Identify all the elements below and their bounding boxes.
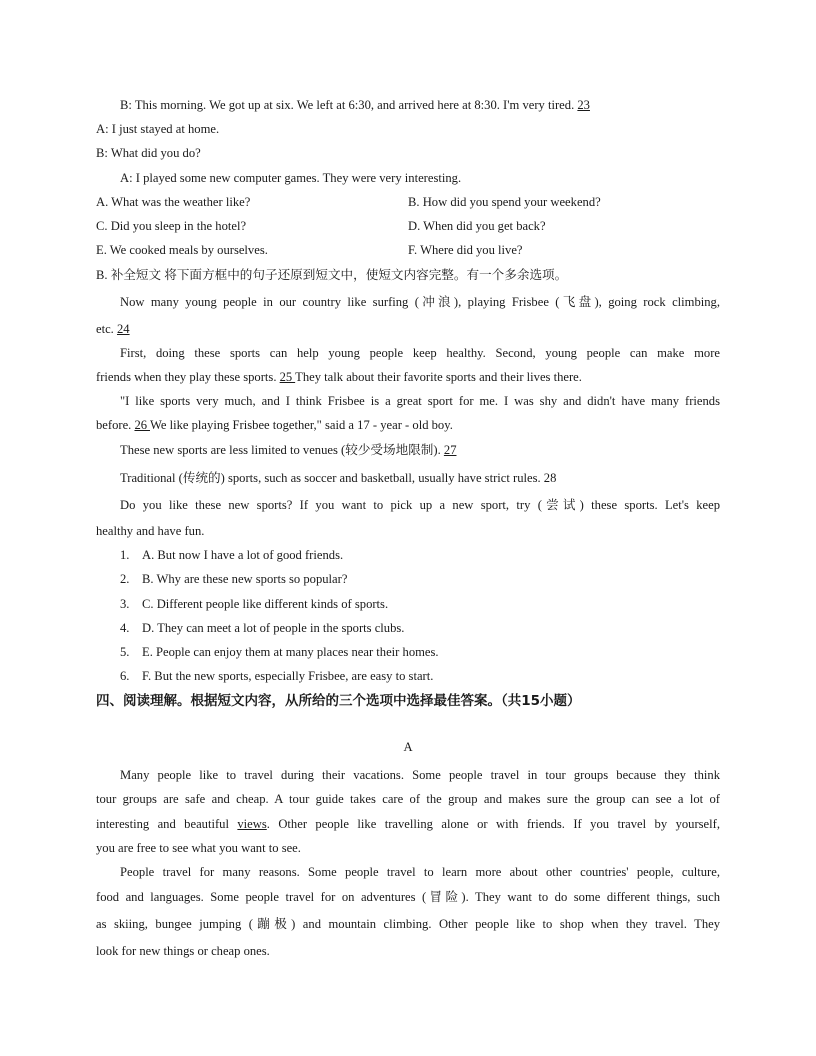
passage-b-p6-line2: healthy and have fun. <box>96 524 205 538</box>
passage-b-p5: Traditional (传统的) sports, such as soccer and basketball, usually have strict rules. 28 <box>120 471 557 485</box>
passage-a-p2-line2: food and languages. Some people travel for on adventures (冒险). They want to do some different things, such <box>96 890 720 904</box>
option-e: E. We cooked meals by ourselves. <box>96 243 268 257</box>
passage-b-p1-line1: Now many young people in our country like surfing (冲浪), playing Frisbee (飞盘), going rock climbing, <box>120 295 720 309</box>
blank-24: 24 <box>116 322 130 336</box>
underlined-word-views: views <box>237 817 267 831</box>
passage-label: A <box>403 740 413 754</box>
passage-b-p1-line2: etc. 24 <box>96 322 130 336</box>
choice-item: 4. D. They can meet a lot of people in the sports clubs. <box>120 621 405 635</box>
passage-b-p2-line1: First, doing these sports can help young people keep healthy. Second, young people can make more <box>120 346 720 360</box>
passage-a-p2-line3: as skiing, bungee jumping (蹦极) and mountain climbing. Other people like to shop when they travel. They <box>96 917 720 931</box>
passage-a-p1-line4: you are free to see what you want to see. <box>96 841 301 855</box>
section-b-instruction: B. 补全短文 将下面方框中的句子还原到短文中，使短文内容完整。有一个多余选项。 <box>96 268 568 282</box>
choice-item: 3. C. Different people like different kinds of sports. <box>120 597 389 611</box>
passage-a-p2-line4: look for new things or cheap ones. <box>96 944 270 958</box>
option-c: C. Did you sleep in the hotel? <box>96 219 247 233</box>
blank-27: 27 <box>443 443 457 457</box>
choice-item: 1. A. But now I have a lot of good friends. <box>120 548 344 562</box>
blank-26: 26 <box>134 418 150 432</box>
passage-b-p6-line1: Do you like these new sports? If you want to pick up a new sport, try (尝试) these sports. Let's keep <box>120 498 720 512</box>
choice-item: 2. B. Why are these new sports so popular? <box>120 572 348 586</box>
blank-23: 23 <box>577 98 590 112</box>
blank-25: 25 <box>279 370 296 384</box>
passage-b-p3-line1: "I like sports very much, and I think Frisbee is a great sport for me. I was shy and didn't have many friends <box>120 394 720 408</box>
option-b: B. How did you spend your weekend? <box>408 195 601 209</box>
passage-b-p4: These new sports are less limited to venues (较少受场地限制). 27 <box>120 443 457 457</box>
dialogue-line-a1: A: I just stayed at home. <box>96 122 220 136</box>
choice-item: 5. E. People can enjoy them at many places near their homes. <box>120 645 439 659</box>
passage-a-p1-line1: Many people like to travel during their vacations. Some people travel in tour groups because they think <box>120 768 720 782</box>
passage-a-p1-line2: tour groups are safe and cheap. A tour guide takes care of the group and makes sure the group can see a lot of <box>96 792 720 806</box>
passage-b-p3-line2: before. 26 We like playing Frisbee together," said a 17 - year - old boy. <box>96 418 453 432</box>
option-d: D. When did you get back? <box>408 219 546 233</box>
option-f: F. Where did you live? <box>408 243 523 257</box>
section-four-heading: 四、阅读理解。根据短文内容，从所给的三个选项中选择最佳答案。（共15小题） <box>96 693 581 709</box>
option-a: A. What was the weather like? <box>96 195 251 209</box>
dialogue-line-b1: B: This morning. We got up at six. We left at 6:30, and arrived here at 8:30. I'm very tired. 23 <box>120 98 590 112</box>
passage-a-p2-line1: People travel for many reasons. Some people travel to learn more about other countries' people, culture, <box>120 865 720 879</box>
passage-b-p2-line2: friends when they play these sports. 25 They talk about their favorite sports and their lives there. <box>96 370 582 384</box>
choice-item: 6. F. But the new sports, especially Frisbee, are easy to start. <box>120 669 434 683</box>
passage-a-p1-line3: interesting and beautiful views. Other people like travelling alone or with friends. If you travel by yourself, <box>96 817 720 831</box>
dialogue-line-b2: B: What did you do? <box>96 146 201 160</box>
dialogue-line-a2: A: I played some new computer games. They were very interesting. <box>120 171 462 185</box>
